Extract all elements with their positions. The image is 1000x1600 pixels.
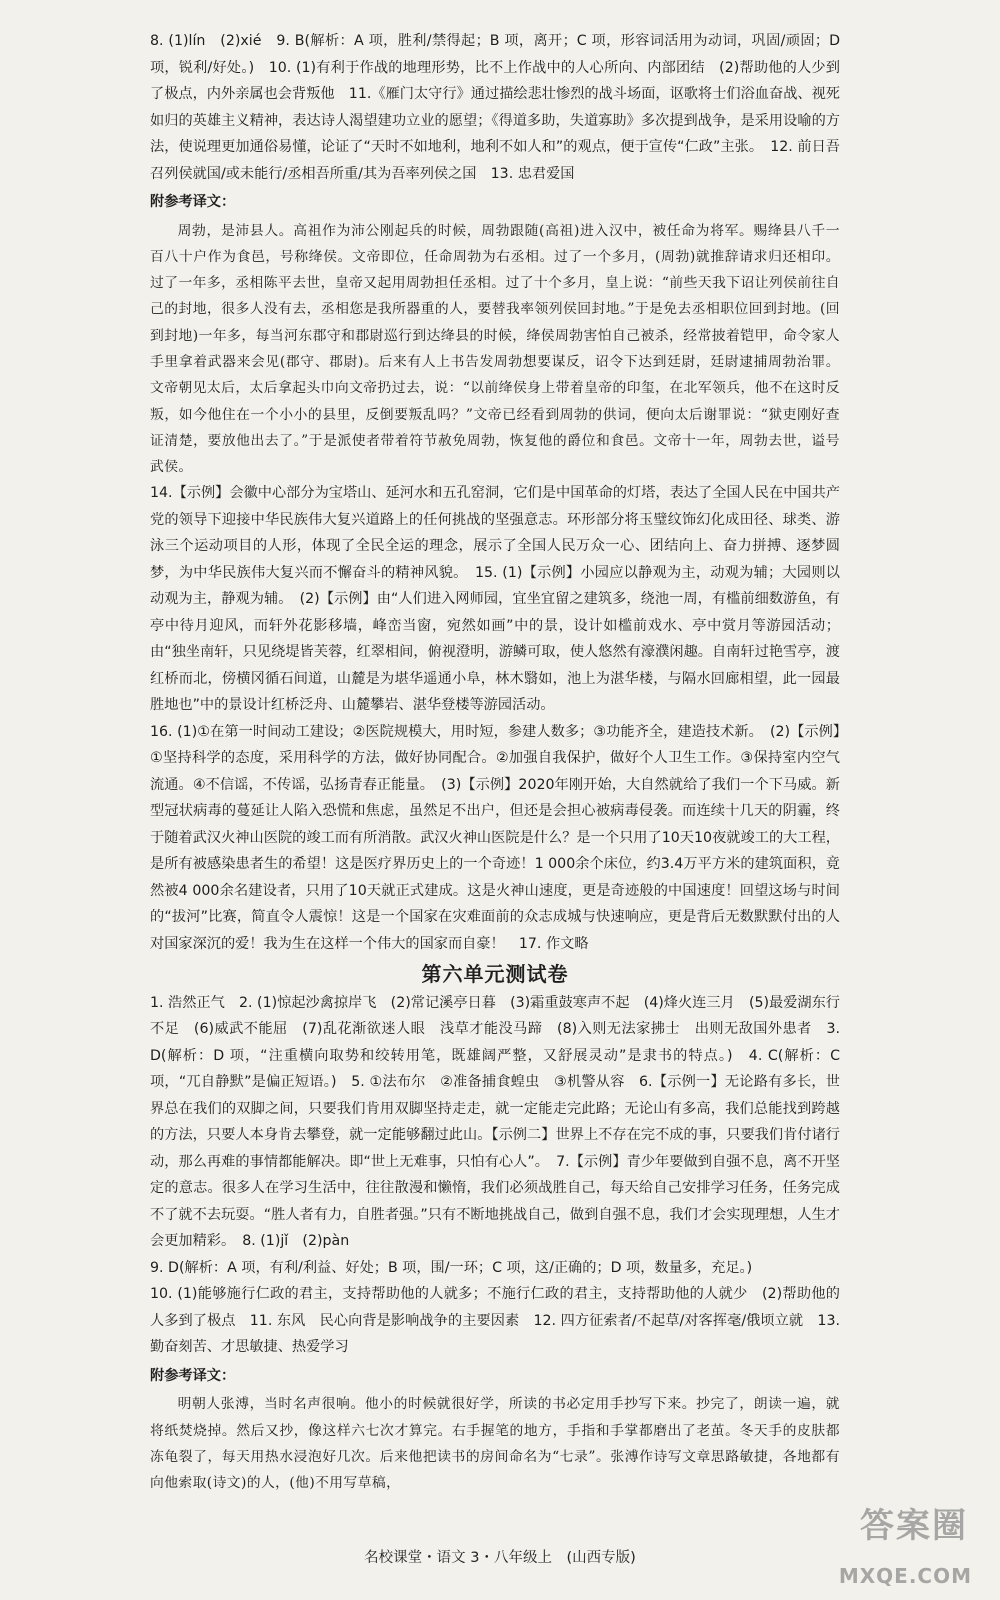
translation-zhoubo: 周勃，是沛县人。高祖作为沛公刚起兵的时候，周勃跟随(高祖)进入汉中，被任命为将军。赐绛县八千一百八十户作为食邑，号称绛侯。文帝即位，任命周勃为右丞相。过了一个多月，(周勃)就推辞请求归还相印。过了一年多，丞相陈平去世，皇帝又起用周勃担任丞相。过了十个多月，皇上说：“前些天我下诏让列侯前往自己的封地，很多人没有去，丞相您是我所器重的人，要替我率领列侯回封地。”于是免去丞相职位回到封地。(回到封地)一年多，每当河东郡守和郡尉巡行到达绛县的时候，绛侯周勃害怕自己被杀，经常披着铠甲，命令家人手里拿着武器来会见(郡守、郡尉)。后来有人上书告发周勃想要谋反，诏令下达到廷尉，廷尉逮捕周勃治罪。文帝朝见太后，太后拿起头巾向文帝扔过去，说：“以前绛侯身上带着皇帝的印玺，在北军领兵，他不在这时反叛，如今他住在一个小小的县里，反倒要叛乱吗？”文帝已经看到周勃的供词，便向太后谢罪说：“狱吏刚好查证清楚，要放他出去了。”于是派使者带着符节赦免周勃，恢复他的爵位和食邑。文帝十一年，周勃去世，谥号武侯。 <box>150 222 840 476</box>
watermark-text: MXQE.COM <box>838 1564 972 1588</box>
answers-unit5-part2: 14.【示例】会徽中心部分为宝塔山、延河水和五孔窑洞，它们是中国革命的灯塔，表达了全国人民在中国共产党的领导下迎接中华民族伟大复兴道路上的任何挑战的坚强意志。环形部分将玉璧纹饰幻化成田径、球类、游泳三个运动项目的人形，体现了全民全运的理念，展示了全国人民万众一心、团结向上、奋力拼搏、逐梦圆梦，为中华民族伟大复兴而不懈奋斗的精神风貌。 15. (1)【示例】小园应以静观为主，动观为辅；大园则以动观为主，静观为辅。 (2)【示例】由“人们进入网师园，宜坐宜留之建筑多，绕池一周，有槛前细数游鱼，有亭中待月迎风，而轩外花影移墙，峰峦当窗，宛然如画”中的景，设计如槛前戏水、亭中赏月等游园活动；由“独坐南轩，只见绕堤皆芙蓉，红翠相间，俯视澄明，游鳞可取，使人悠然有濠濮闲趣。自南轩过艳雪亭，渡红桥而北，傍横冈循石间道，山麓是为堪华遥通小阜，林木翳如，池上为湛华楼，与隔水回廊相望，此一园最胜地也”中的景设计红桥泛舟、山麓攀岩、湛华登楼等游园活动。 <box>150 485 840 714</box>
translation-label: 附参考译文： <box>150 194 236 210</box>
translation-label-2: 附参考译文： <box>150 1367 236 1384</box>
answers-unit5-part1: 8. (1)lín (2)xié 9. B(解析：A 项，胜利/禁得起；B 项，离开；C 项，形容词活用为动词，巩固/顽固；D 项，锐利/好处。) 10. (1)有利于作战的地理形势，比不上作战中的人心所向、内部团结 (2)帮助他的人少到了极点，内外亲属也会背叛他 11.《雁门太守行》通过描绘悲壮惨烈的战斗场面，讴歌将士们浴血奋战、视死如归的英雄主义精神，表达诗人渴望建功立业的愿望；《得道多助，失道寡助》多次提到战争，是采用设喻的方法，使说理更加通俗易懂，论证了“天时不如地利，地利不如人和”的观点，便于宣传“仁政”主张。 12. 前日吾召列侯就国/或未能行/丞相吾所重/其为吾率列侯之国 13. 忠君爱国 <box>150 33 840 182</box>
page-footer: 名校课堂・语文 3・八年级上 (山西专版) <box>364 1550 636 1566</box>
section-title: 第六单元测试卷 <box>421 962 569 987</box>
answers-unit5-q16: 16. (1)①在第一时间动工建设；②医院规模大，用时短，参建人数多；③功能齐全，建造技术新。 (2)【示例】①坚持科学的态度，采用科学的方法，做好协同配合。②加强自我保护，做好个人卫生工作。③保持室内空气流通。④不信谣，不传谣，弘扬青春正能量。 (3)【示例】2020年刚开始，大自然就给了我们一个下马威。新型冠状病毒的蔓延让人陷入恐慌和焦虑，虽然足不出户，但还是会担心被病毒侵袭。而连续十几天的阴霾，终于随着武汉火神山医院的竣工而有所消散。武汉火神山医院是什么？是一个只用了10天10夜就竣工的大工程，是所有被感染患者生的希望！这是医疗界历史上的一个奇迹！1 000余个床位，约3.4万平方米的建筑面积，竟然被4 000余名建设者，只用了10天就正式建成。这是火神山速度，更是奇迹般的中国速度！回望这场与时间的“拔河”比赛，简直令人震惊！这是一个国家在灾难面前的众志成城与快速响应，更是背后无数默默付出的人对国家深沉的爱！我为生在这样一个伟大的国家而自豪！ 17. 作文略 <box>150 723 840 952</box>
answers-unit6-part1: 1. 浩然正气 2. (1)惊起沙禽掠岸飞 (2)常记溪亭日暮 (3)霜重鼓寒声不起 (4)烽火连三月 (5)最爱湖东行不足 (6)威武不能屈 (7)乱花渐欲迷人眼 浅草才能没马蹄 (8)入则无法家拂士 出则无敌国外患者 3. D(解析：D 项，“注重横向取势和绞转用笔，既雄阔严整，又舒展灵动”是隶书的特点。) 4. C(解析：C 项，“兀自静默”是偏正短语。) 5. ①法布尔 ②准备捕食蝗虫 ③机警从容 6.【示例一】无论路有多长，世界总在我们的双脚之间，只要我们肯用双脚坚持走走，就一定能走完此路；无论山有多高，我们总能找到跨越的方法，只要人本身肯去攀登，就一定能够翻过此山。【示例二】世界上不存在完不成的事，只要我们肯付诸行动，那么再难的事情都能解决。即“世上无难事，只怕有心人”。 7.【示例】青少年要做到自强不息，离不开坚定的意志。很多人在学习生活中，往往散漫和懒惰，我们必须战胜自己，每天给自己安排学习任务，任务完成不了就不去玩耍。“胜人者有力，自胜者强。”只有不断地挑战自己，做到自强不息，我们才会实现理想，人生才会更加精彩。 8. (1)jǐ (2)pàn <box>150 994 840 1250</box>
answer-page <box>150 28 840 1497</box>
translation-zhangpu: 明朝人张溥，当时名声很响。他小的时候就很好学，所读的书必定用手抄写下来。抄完了，朗读一遍，就将纸焚烧掉。然后又抄，像这样六七次才算完。右手握笔的地方，手指和手掌都磨出了老茧。冬天手的皮肤都冻龟裂了，每天用热水浸泡好几次。后来他把读书的房间命名为“七录”。张溥作诗写文章思路敏捷，各地都有向他索取(诗文)的人，(他)不用写草稿， <box>150 1396 840 1492</box>
watermark <box>822 1498 972 1590</box>
answers-unit6-q10: 10. (1)能够施行仁政的君主，支持帮助他的人就多；不施行仁政的君主，支持帮助他的人就少 (2)帮助他的人多到了极点 11. 东风 民心向背是影响战争的主要因素 12. 四方征索者/不起草/对客挥毫/俄顷立就 13. 勤奋刻苦、才思敏捷、热爱学习 <box>150 1286 840 1356</box>
watermark-logo: 答案圈 <box>860 1506 968 1546</box>
answers-unit6-q9: 9. D(解析：A 项，有利/利益、好处；B 项，围/一环；C 项，这/正确的；D 项，数量多，充足。) <box>150 1259 753 1276</box>
